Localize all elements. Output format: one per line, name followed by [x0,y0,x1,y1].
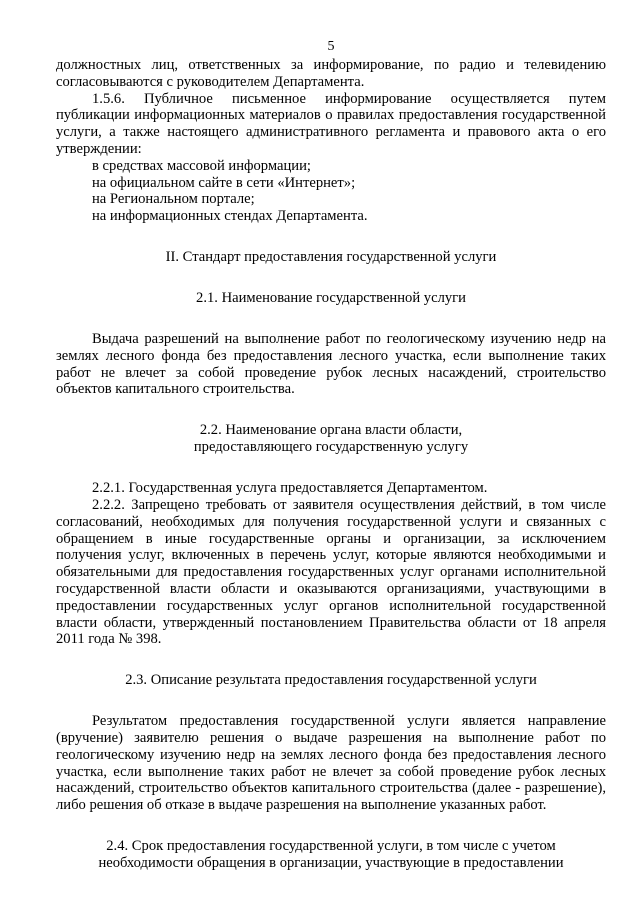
paragraph-continuation: должностных лиц, ответственных за информирование, по радио и телевидению согласовываются с руководителем Департамента. [56,57,606,90]
heading-2-4-line2: необходимости обращения в организации, участвующие в предоставлении [98,854,564,871]
list-item-regional-portal: на Региональном портале; [92,191,255,208]
heading-2-1: 2.1. Наименование государственной услуги [196,289,466,306]
list-item-info-stands: на информационных стендах Департамента. [92,208,368,225]
heading-section-2: II. Стандарт предоставления государственной услуги [165,248,497,265]
paragraph-1-5-6: 1.5.6. Публичное письменное информирование осуществляется путем публикации информационных материалов о правилах предоставления государственной услуги, а также настоящего административного регламента и правового акта о его утверждении: [56,90,606,157]
paragraph-2-1: Выдача разрешений на выполнение работ по геологическому изучению недр на землях лесного фонда без предоставления лесного участка, если выполнение таких работ не влечет за собой проведение рубок лесных насаждений, строительство объектов капитального строительства. [56,330,606,398]
heading-2-4-line1: 2.4. Срок предоставления государственной услуги, в том числе с учетом [106,837,556,854]
list-item-media: в средствах массовой информации; [92,157,311,174]
heading-2-3: 2.3. Описание результата предоставления государственной услуги [125,672,537,689]
paragraph-2-2-1: 2.2.1. Государственная услуга предоставляется Департаментом. [92,480,488,497]
paragraph-2-3: Результатом предоставления государственной услуги является направление (вручение) заявителю решения о выдаче разрешения на выполнение работ по геологическому изучению недр на землях лесного фонда без предоставления лесного участка, если выполнение таких работ не влечет за собой проведение рубок лесных насаждений, строительство объектов капитального строительства (далее - разрешение), либо решения об отказе в выдаче разрешения на выполнение указанных работ. [56,713,606,814]
list-item-website: на официальном сайте в сети «Интернет»; [92,174,356,191]
page-number: 5 [327,39,335,54]
heading-2-2-line1: 2.2. Наименование органа власти области, [199,422,463,439]
heading-2-2-line2: предоставляющего государственную услугу [193,439,469,456]
paragraph-2-2-2: 2.2.2. Запрещено требовать от заявителя осуществления действий, в том числе согласований, необходимых для получения государственной услуги и связанных с обращением в иные государственные органы и организации, за исключением получения услуг, включенных в перечень услуг, которые являются необходимыми и обязательными для предоставления государственных услуг органами исполнительной государственной власти области и оказываются организациями, участвующими в предоставлении государственных услуг органов исполнительной государственной власти области, утвержденный постановлением Правительства области от 18 апреля 2011 года № 398. [56,496,606,648]
